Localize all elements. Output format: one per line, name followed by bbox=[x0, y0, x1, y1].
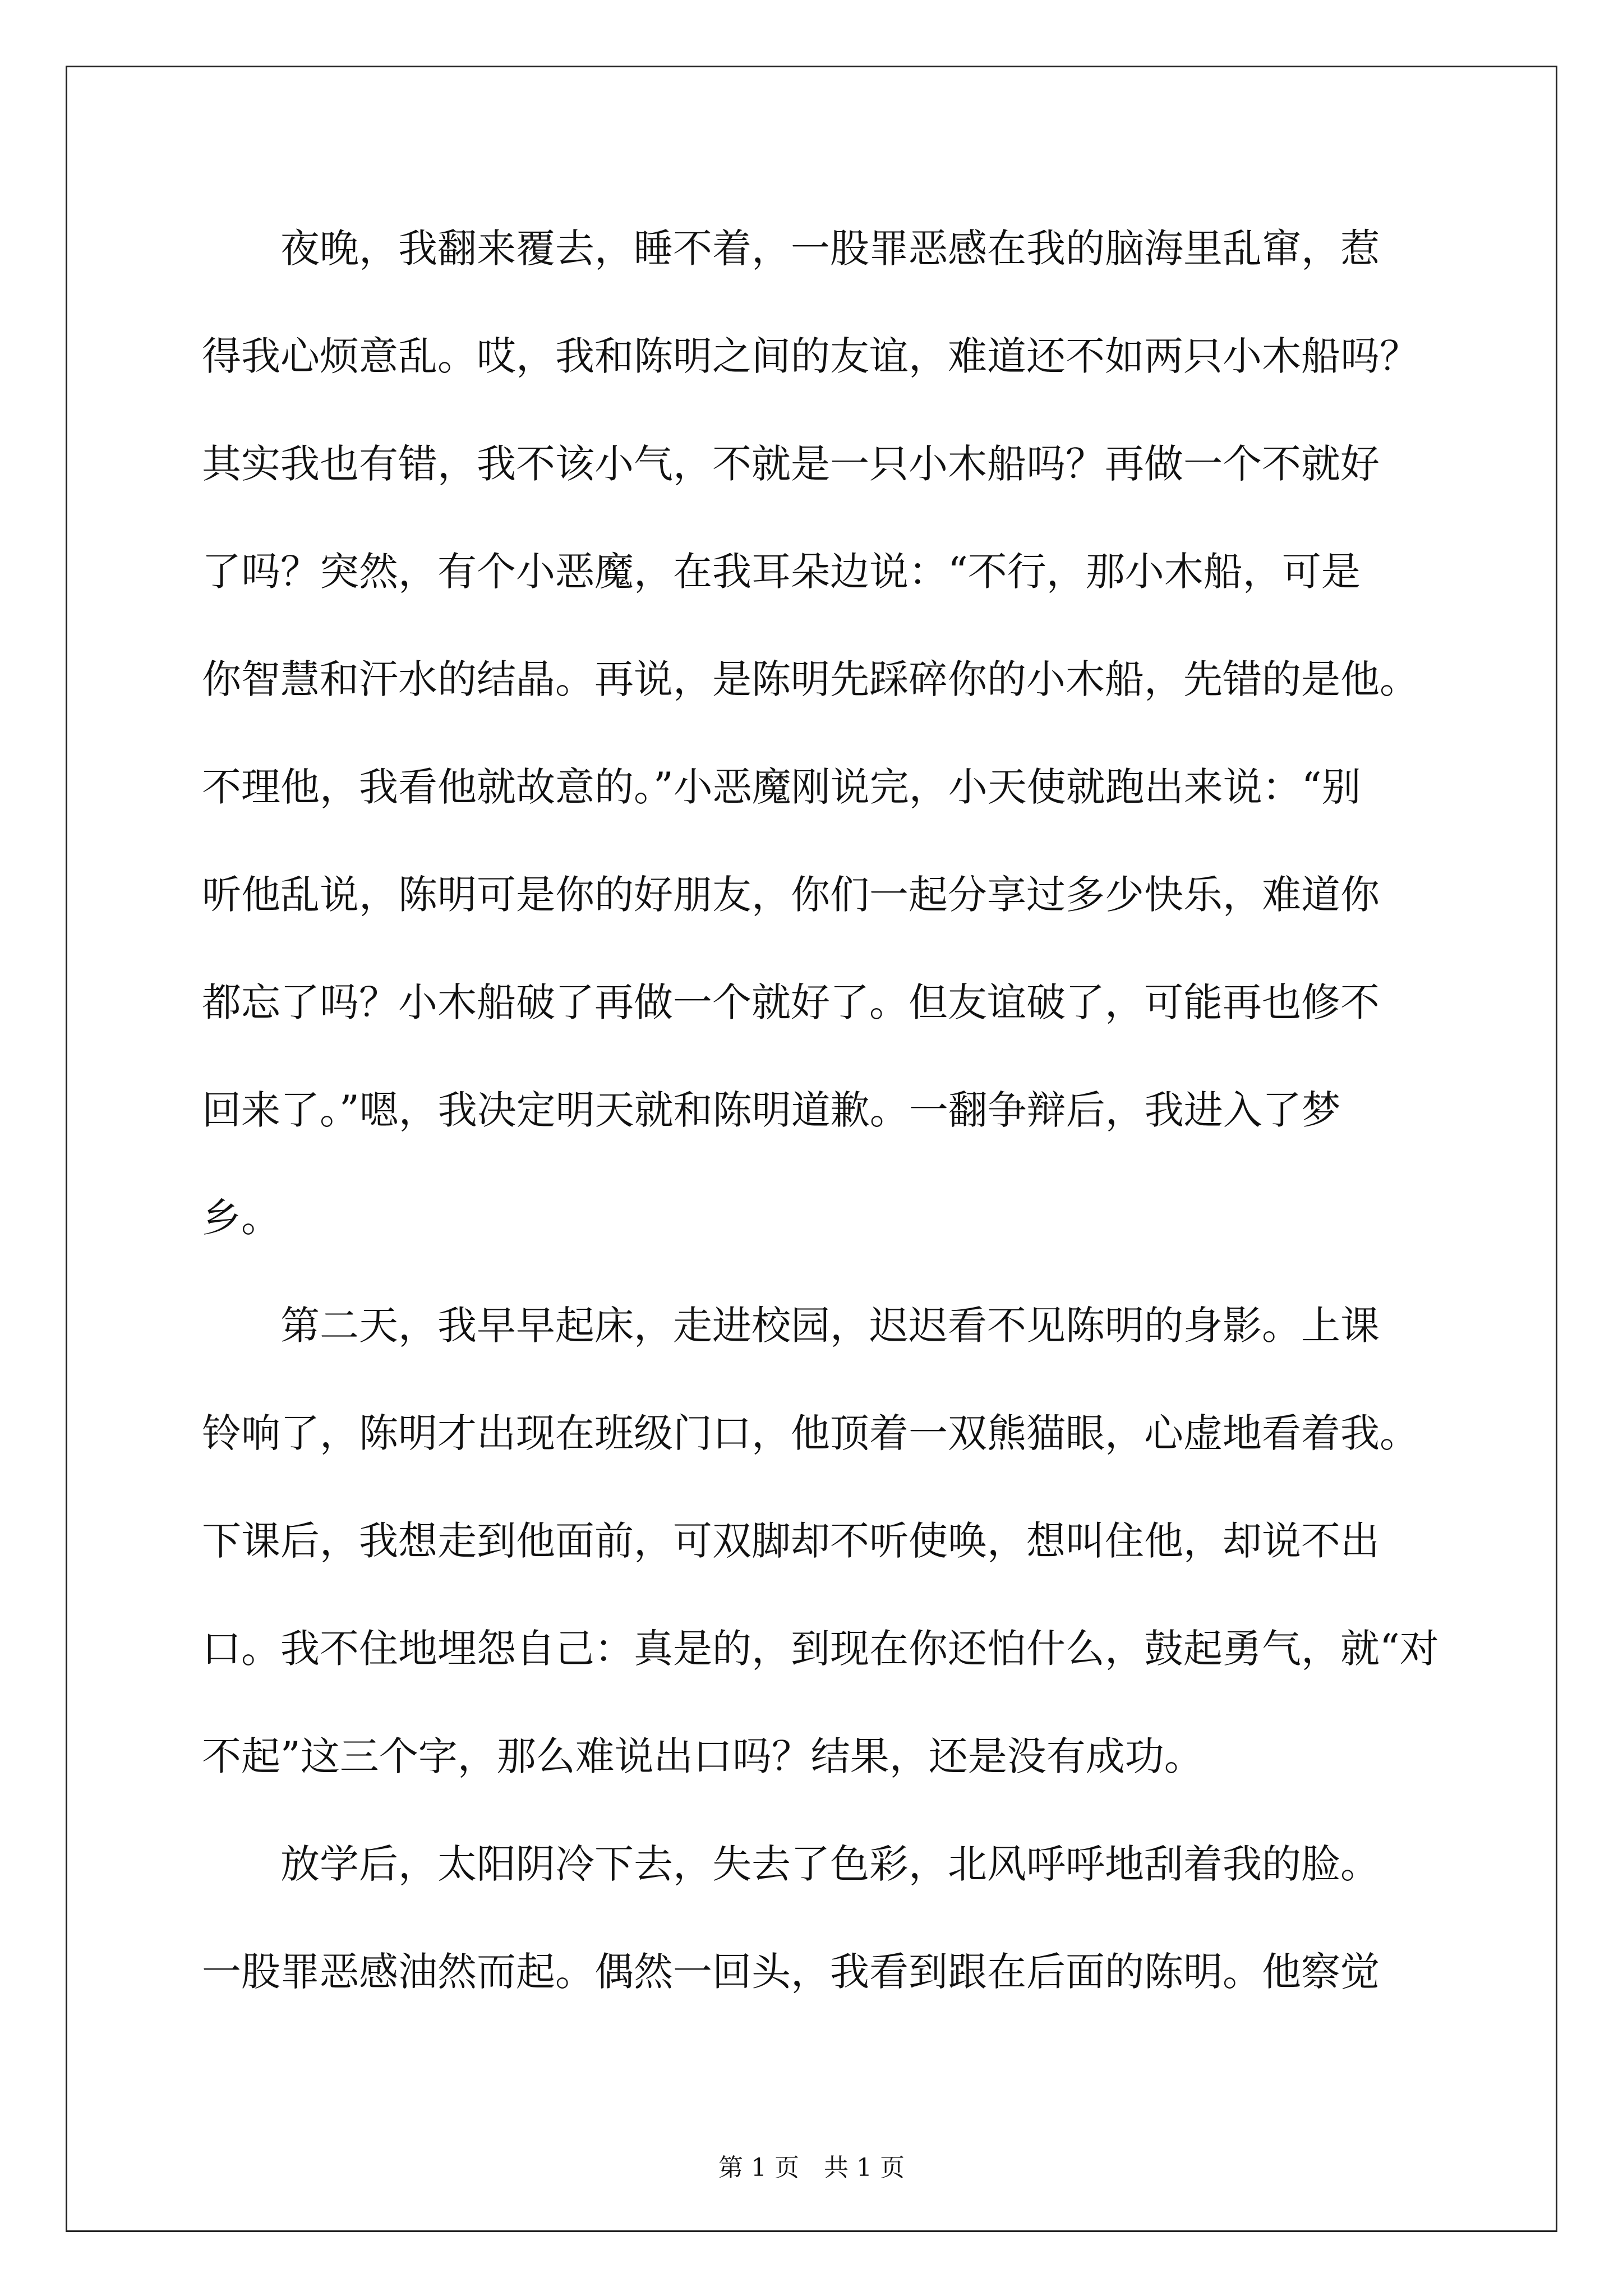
text-line: 乡。 bbox=[202, 1195, 280, 1241]
text-line: 夜晚，我翻来覆去，睡不着，一股罪恶感在我的脑海里乱窜，惹 bbox=[202, 226, 1380, 272]
text-line: 不理他，我看他就故意的。”小恶魔刚说完，小天使就跑出来说：“别 bbox=[202, 764, 1361, 810]
text-line: 听他乱说，陈明可是你的好朋友，你们一起分享过多少快乐，难道你 bbox=[202, 872, 1380, 918]
text-line: 一股罪恶感油然而起。偶然一回头，我看到跟在后面的陈明。他察觉 bbox=[202, 1949, 1380, 1995]
text-line: 铃响了，陈明才出现在班级门口，他顶着一双熊猫眼，心虚地看着我。 bbox=[202, 1410, 1419, 1456]
text-line: 回来了。”嗯，我决定明天就和陈明道歉。一翻争辩后，我进入了梦 bbox=[202, 1087, 1341, 1133]
text-line: 下课后，我想走到他面前，可双脚却不听使唤，想叫住他，却说不出 bbox=[202, 1518, 1380, 1564]
text-line: 口。我不住地埋怨自己：真是的，到现在你还怕什么，鼓起勇气，就“对 bbox=[202, 1626, 1439, 1672]
page-footer: 第 1 页 共 1 页 bbox=[718, 2154, 905, 2182]
text-line: 放学后，太阳阴冷下去，失去了色彩，北风呼呼地刮着我的脸。 bbox=[202, 1841, 1380, 1887]
text-line: 你智慧和汗水的结晶。再说，是陈明先踩碎你的小木船，先错的是他。 bbox=[202, 656, 1419, 702]
text-line: 不起”这三个字，那么难说出口吗？结果，还是没有成功。 bbox=[202, 1733, 1204, 1779]
text-line: 了吗？突然，有个小恶魔，在我耳朵边说：“不行，那小木船，可是 bbox=[202, 549, 1361, 595]
text-line: 第二天，我早早起床，走进校园，迟迟看不见陈明的身影。上课 bbox=[202, 1303, 1380, 1349]
page-border bbox=[66, 66, 1557, 2232]
text-line: 得我心烦意乱。哎，我和陈明之间的友谊，难道还不如两只小木船吗？ bbox=[202, 333, 1419, 379]
text-line: 都忘了吗？小木船破了再做一个就好了。但友谊破了，可能再也修不 bbox=[202, 979, 1380, 1025]
text-line: 其实我也有错，我不该小气，不就是一只小木船吗？再做一个不就好 bbox=[202, 441, 1380, 487]
